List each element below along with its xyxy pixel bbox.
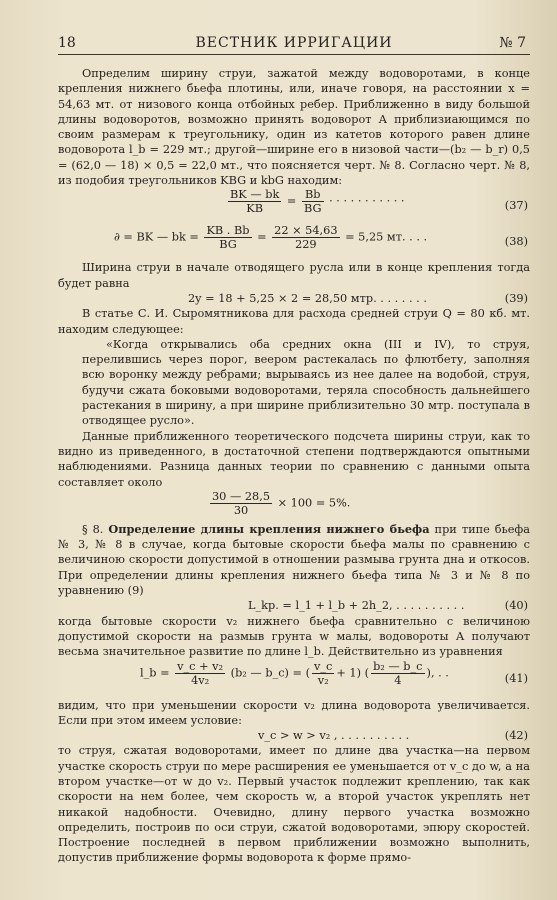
paragraph-7: то струя, сжатая водоворотами, имеет по длине два участка—на первом участке скорость струи по мере расширения ее уменьшается от v_c до w, а на втором участке—от w до v₂. Первый участок подлежит креплению, так как скорости на нем более, чем скорость w, а второй участок укреплять нет никакой надобности. Очевидно, длину первого участка возможно определить, построив по оси струи, сжатой водоворотами, эпюру скоростей. Построение последней в первом приближении возможно выполнить, допустив приближение формы водоворота к форме прямо- (58, 744, 530, 865)
issue-number: № 7 (499, 35, 526, 51)
paragraph-5: когда бытовые скорости v₂ нижнего бьефа сравнительно с величиною допустимой скорости на размыв грунта w малы, водовороты A получают весьма значительное развитие по длине l_b. Действительно из уравнения (58, 614, 530, 659)
section-title: Определение длины крепления нижнего бьефа (108, 521, 430, 536)
paragraph-4: Данные приближенного теоретического подсчета ширины струи, как то видно из приведенного, в достаточной степени подтверждаются опытными наблюдениями. Разница данных теории по сравнению с данными опыта составляет около (58, 429, 530, 489)
equation-number: (40) (504, 599, 528, 613)
journal-title: ВЕСТНИК ИРРИГАЦИИ (195, 35, 393, 51)
equation-38: ∂ = BK — bk = $\frac{KB . Bb}{BG}$ = $\frac{22 \times 54,63}{229}$ = 5,25 мт. . . . (38) (114, 224, 528, 252)
paragraph-2: Ширина струи в начале отводящего русла или в конце крепления тогда будет равна (58, 261, 530, 290)
equation-39: 2y = 18 + 5,25 × 2 = 28,50 мтр. . . . . . . . (39) (188, 291, 528, 305)
paragraph-1: Определим ширину струи, зажатой между водоворотами, в конце крепления нижнего бьефа плотины, или, иначе говоря, на расстоянии x = 54,63 мт. от низового конца отбойных ребер. Приближенно в виду большой длины водоворотов, возможно принять водоворот A приблизиающимся по своим размерам к треугольнику, один из катетов которого равен длине водоворота l_b = 229 мт.; другой—ширине его в низовой части—(b₂ — b_r) 0,5 = (62,0 — 18) × 0,5 = 22,0 мт., что поясняется черт. № 8. Согласно черт. № 8, из подобия треугольников KBG и kbG находим: (58, 67, 530, 188)
equation-40: L_kp. = l_1 + l_b + 2h_2, . . . . . . . . . . (40) (248, 599, 528, 613)
equation-number: (38) (504, 235, 528, 249)
equation-number: (37) (504, 199, 528, 213)
paragraph-6: видим, что при уменьшении скорости v₂ длина водоворота увеличивается. Если при этом имеем условие: (58, 698, 530, 727)
equation-percent: $\frac{30 — 28,5}{30}$ × 100 = 5%. (212, 489, 351, 517)
paragraph-3: В статье С. И. Сыромятникова для расхода средней струи Q = 80 кб. мт. находим следующее: (58, 307, 530, 336)
equation-42: v_c > w > v₂ , . . . . . . . . . . (42) (258, 729, 528, 743)
page-header (58, 32, 530, 55)
article-body (58, 66, 530, 866)
equation-41: l_b = $\frac{\text{v\_c + v₂}}{\text{4v₂}}$ (b₂ — b_c) = ( $\frac{v\_c}{\text{v₂}}$ + 1) ( $\frac{\text{b₂ — b\_c}}{4}$ ), . . (41) (140, 659, 528, 687)
equation-number: (39) (504, 291, 528, 305)
equation-number: (42) (504, 729, 528, 743)
section-8: § 8. Определение длины крепления нижнего бьефа при типе бьефа № 3, № 8 в случае, когда бытовые скорости бьефа малы по сравнению с величиною скорости допустимой в отношении размыва грунта дна и откосов. При определении длины крепления нижнего бьефа типа № 3 и № 8 по уравнению (9) (58, 521, 530, 598)
section-mark: § 8. (82, 522, 104, 536)
equation-37: $\frac{BK — bk}{KB}$ = $\frac{Bb}{BG}$ · · · · · · · · · · · (37) (230, 188, 528, 216)
quotation: «Когда открывались оба средних окна (III и IV), то струя, перелившись через порог, веером растекалась по флютбету, заполняя всю воронку между ребрами; вырываясь из нее далее на водобой, струя, будучи сжата боковыми водоворотами, теряла способность дальнейшего растекания в ширину, а при ширине приблизительно 30 мтр. поступала в отводящее русло». (82, 337, 530, 428)
page-number: 18 (58, 35, 76, 51)
equation-number: (41) (504, 671, 528, 685)
